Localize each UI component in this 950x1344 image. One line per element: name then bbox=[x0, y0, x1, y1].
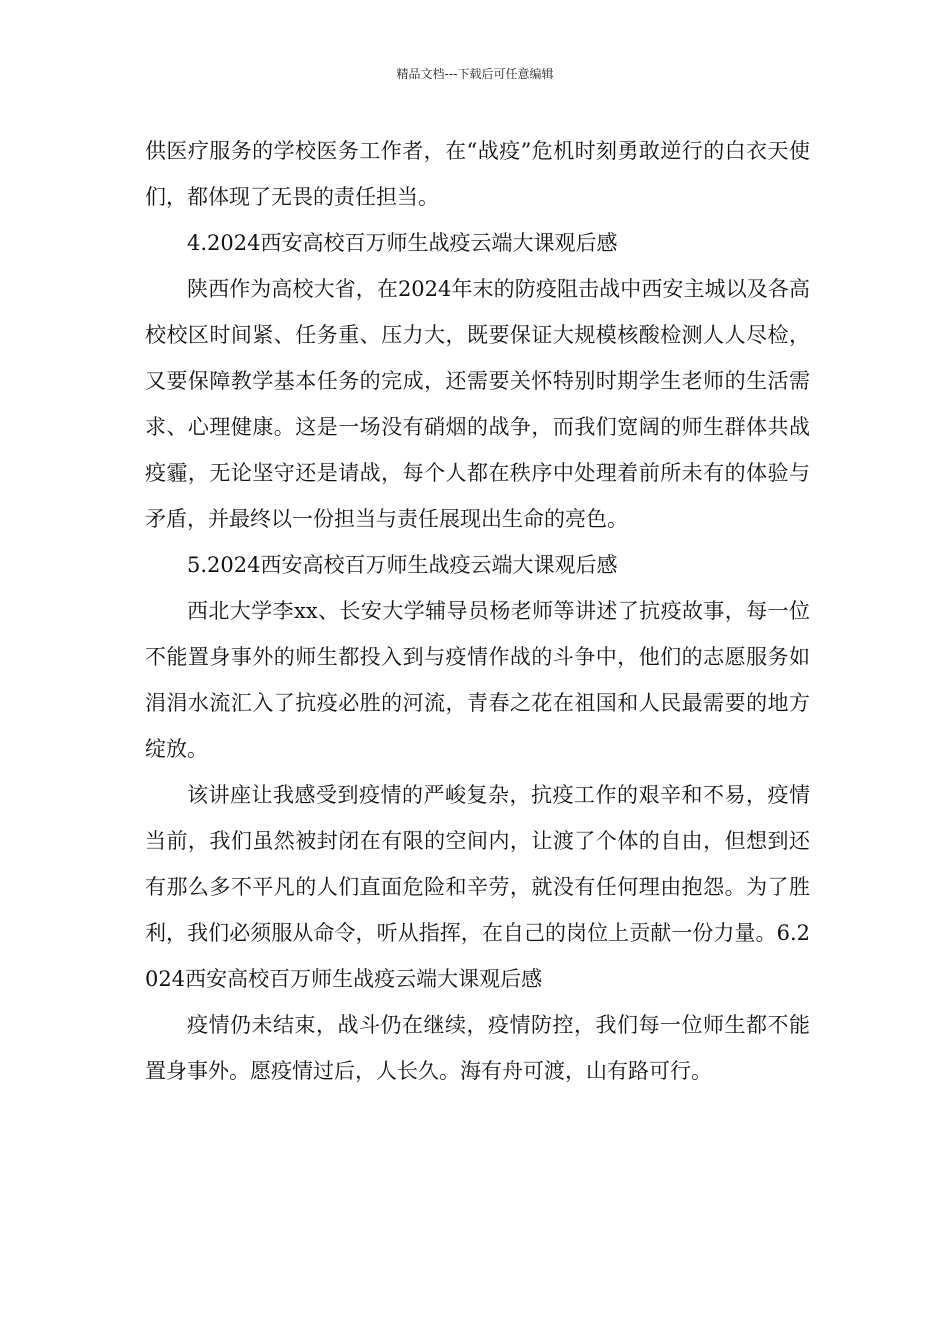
section-heading-5: 5.2024西安高校百万师生战疫云端大课观后感 bbox=[187, 553, 618, 577]
paragraph: 西北大学李xx、长安大学辅导员杨老师等讲述了抗疫故事，每一位不能置身事外的师生都投入到与疫情作战的斗争中，他们的志愿服务如涓涓水流汇入了抗疫必胜的河流，青春之花在祖国和人民最需要的地方绽放。 bbox=[145, 599, 810, 761]
paragraph: 疫情仍未结束，战斗仍在继续，疫情防控，我们每一位师生都不能置身事外。愿疫情过后，人长久。海有舟可渡，山有路可行。 bbox=[145, 1013, 810, 1083]
paragraph-continuation: 供医疗服务的学校医务工作者，在“战疫”危机时刻勇敢逆行的白衣天使们，都体现了无畏的责任担当。 bbox=[145, 139, 810, 209]
section-heading-4: 4.2024西安高校百万师生战疫云端大课观后感 bbox=[187, 231, 618, 255]
paragraph: 陕西作为高校大省，在2024年末的防疫阻击战中西安主城以及各高校校区时间紧、任务重、压力大，既要保证大规模核酸检测人人尽检，又要保障教学基本任务的完成，还需要关怀特别时期学生老师的生活需求、心理健康。这是一场没有硝烟的战争，而我们宽阔的师生群体共战疫霾，无论坚守还是请战，每个人都在秩序中处理着前所未有的体验与矛盾，并最终以一份担当与责任展现出生命的亮色。 bbox=[145, 277, 810, 531]
paragraph: 该讲座让我感受到疫情的严峻复杂，抗疫工作的艰辛和不易，疫情当前，我们虽然被封闭在有限的空间内，让渡了个体的自由，但想到还有那么多不平凡的人们直面危险和辛劳，就没有任何理由抱怨。为了胜利，我们必须服从命令，听从指挥，在自己的岗位上贡献一份力量。6.2024西安高校百万师生战疫云端大课观后感 bbox=[145, 783, 810, 991]
document-body bbox=[145, 128, 810, 1094]
page-header: 精品文档---下载后可任意编辑 bbox=[396, 67, 554, 81]
